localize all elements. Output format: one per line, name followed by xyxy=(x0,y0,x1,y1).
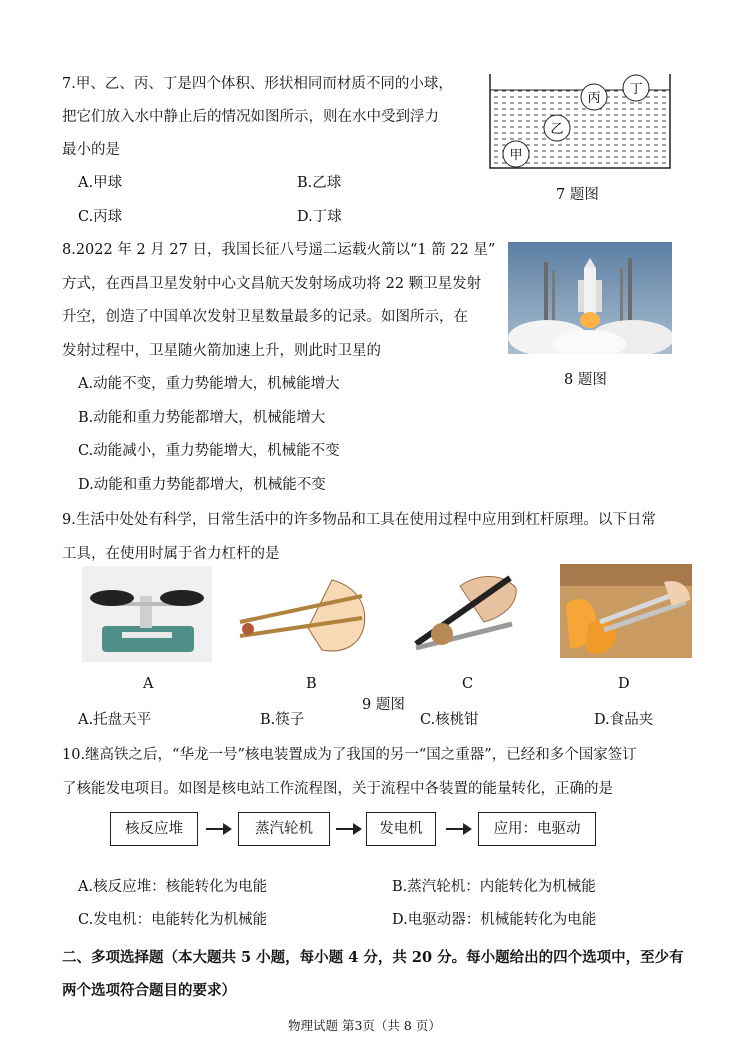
q9-label-c: C xyxy=(462,676,474,692)
q8-stem-line3: 升空，创造了中国单次发射卫星数量最多的记录。如图所示，在 xyxy=(62,309,468,325)
q8-rocket-launch-photo xyxy=(508,242,672,354)
flow-box-generator: 发电机 xyxy=(366,812,436,846)
q7-ball-bing xyxy=(581,84,607,110)
page-footer: 物理试题 第3页（共 8 页） xyxy=(288,1018,441,1033)
svg-text:丙: 丙 xyxy=(587,91,601,106)
q9-label-d: D xyxy=(618,676,630,692)
q9-figure-caption: 9 题图 xyxy=(362,697,405,713)
q9-option-a: A.托盘天平 xyxy=(78,712,152,728)
q7-ball-jia xyxy=(503,141,529,167)
q9-stem-line2: 工具，在使用时属于省力杠杆的是 xyxy=(62,546,280,562)
q7-ball-ding xyxy=(623,75,649,101)
flow-box-application: 应用：电驱动 xyxy=(478,812,596,846)
q9-option-b: B.筷子 xyxy=(260,712,305,728)
q7-option-d: D.丁球 xyxy=(297,209,342,225)
q9-image-b-chopsticks xyxy=(236,566,374,662)
q8-option-c: C.动能减小，重力势能增大，机械能不变 xyxy=(78,443,340,459)
flow-arrow-1 xyxy=(206,828,230,830)
svg-text:丁: 丁 xyxy=(629,82,643,97)
flow-box-reactor: 核反应堆 xyxy=(110,812,198,846)
q7-figure-water-tank xyxy=(486,70,676,176)
q10-option-c: C.发电机：电能转化为机械能 xyxy=(78,912,268,928)
q8-stem-line4: 发射过程中，卫星随火箭加速上升，则此时卫星的 xyxy=(62,343,381,359)
q10-option-d: D.电驱动器：机械能转化为电能 xyxy=(392,912,597,928)
flow-arrow-3 xyxy=(446,828,470,830)
svg-text:甲: 甲 xyxy=(509,148,523,163)
section2-heading-line2: 两个选项符合题目的要求） xyxy=(62,982,236,999)
section2-heading-line1: 二、多项选择题（本大题共 5 小题，每小题 4 分，共 20 分。每小题给出的四个选项中，至少有 xyxy=(62,949,684,966)
q8-figure-caption: 8 题图 xyxy=(564,372,607,388)
q8-option-d: D.动能和重力势能都增大，机械能不变 xyxy=(78,477,326,493)
q7-stem-line1: 7.甲、乙、丙、丁是四个体积、形状相同而材质不同的小球， xyxy=(62,76,453,92)
q10-option-b: B.蒸汽轮机：内能转化为机械能 xyxy=(392,879,596,895)
q7-stem-line2: 把它们放入水中静止后的情况如图所示，则在水中受到浮力 xyxy=(62,109,439,125)
q7-stem-line3: 最小的是 xyxy=(62,142,120,158)
q10-stem-line1: 10.继高铁之后，“华龙一号”核电装置成为了我国的另一“国之重器”，已经和多个国家签订 xyxy=(62,747,637,763)
q8-stem-line1: 8.2022 年 2 月 27 日，我国长征八号遥二运载火箭以“1 箭 22 星” xyxy=(62,242,496,258)
q9-label-b: B xyxy=(306,676,317,692)
q9-label-a: A xyxy=(143,676,154,692)
q7-option-b: B.乙球 xyxy=(297,175,342,191)
q10-option-a: A.核反应堆：核能转化为电能 xyxy=(78,879,268,895)
q10-stem-line2: 了核能发电项目。如图是核电站工作流程图，关于流程中各装置的能量转化，正确的是 xyxy=(62,781,613,797)
q9-stem-line1: 9.生活中处处有科学，日常生活中的许多物品和工具在使用过程中应用到杠杆原理。以下日常 xyxy=(62,512,656,528)
flow-arrow-2 xyxy=(336,828,360,830)
q9-image-c-nutcracker xyxy=(400,566,526,662)
q7-ball-yi xyxy=(544,115,570,141)
q9-option-d: D.食品夹 xyxy=(594,712,654,728)
q9-option-c: C.核桃钳 xyxy=(420,712,479,728)
flow-box-steam-turbine: 蒸汽轮机 xyxy=(238,812,330,846)
q9-image-a-balance-scale xyxy=(82,566,212,662)
q9-image-d-food-tongs xyxy=(560,564,692,658)
q8-stem-line2: 方式，在西昌卫星发射中心文昌航天发射场成功将 22 颗卫星发射 xyxy=(62,276,482,292)
q8-option-b: B.动能和重力势能都增大，机械能增大 xyxy=(78,410,326,426)
q8-option-a: A.动能不变，重力势能增大，机械能增大 xyxy=(78,376,340,392)
q7-option-c: C.丙球 xyxy=(78,209,123,225)
svg-text:乙: 乙 xyxy=(550,122,564,137)
q7-option-a: A.甲球 xyxy=(78,175,123,191)
q7-figure-caption: 7 题图 xyxy=(556,187,599,203)
